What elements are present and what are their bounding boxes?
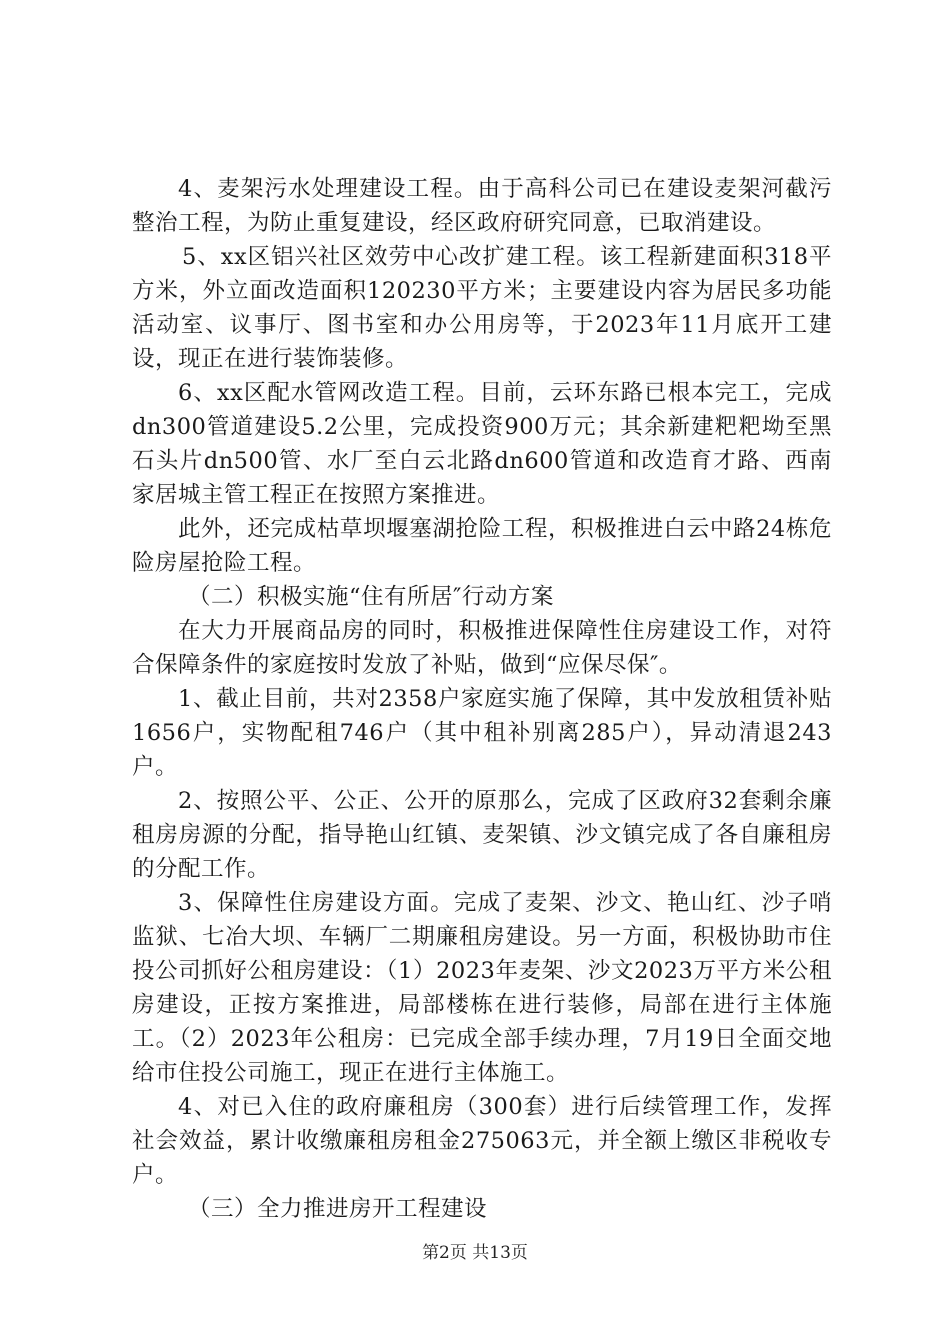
paragraph-housing-allocation: 2、按照公平、公正、公开的原那么，完成了区政府32套剩余廉租房房源的分配，指导艳山红镇、麦架镇、沙文镇完成了各自廉租房的分配工作。 [132,788,832,882]
section-heading-housing-plan: （二）积极实施“住有所居″行动方案 [188,584,554,610]
paragraph-household-support: 1、截止目前，共对2358户家庭实施了保障，其中发放租赁补贴1656户，实物配租746户（其中租补别离285户），异动清退243户。 [132,686,832,780]
document-body [132,172,832,1226]
paragraph-rental-management: 4、对已入住的政府廉租房（300套）进行后续管理工作，发挥社会效益，累计收缴廉租房租金275063元，并全额上缴区非税收专户。 [132,1094,832,1188]
paragraph-housing-intro: 在大力开展商品房的同时，积极推进保障性住房建设工作，对符合保障条件的家庭按时发放了补贴，做到“应保尽保″。 [132,618,832,678]
paragraph-water-network-project: 6、xx区配水管网改造工程。目前，云环东路已根本完工，完成dn300管道建设5.2公里，完成投资900万元；其余新建粑粑坳至黑石头片dn500管、水厂至白云北路dn600管道和改造育才路、西南家居城主管工程正在按照方案推进。 [132,380,832,508]
page-number-label: 第2页 共13页 [422,1243,528,1263]
section-heading-real-estate: （三）全力推进房开工程建设 [188,1196,488,1222]
paragraph-community-center-project: 5、xx区铝兴社区效劳中心改扩建工程。该工程新建面积318平方米，外立面改造面积120230平方米；主要建设内容为居民多功能活动室、议事厅、图书室和办公用房等，于2023年11月底开工建设，现正在进行装饰装修。 [132,244,832,372]
page-footer [0,1238,950,1263]
paragraph-affordable-housing-construction: 3、保障性住房建设方面。完成了麦架、沙文、艳山红、沙子哨监狱、七冶大坝、车辆厂二期廉租房建设。另一方面，积极协助市住投公司抓好公租房建设：（1）2023年麦架、沙文2023万平方米公租房建设，正按方案推进，局部楼栋在进行装修，局部在进行主体施工。（2）2023年公租房：已完成全部手续办理，7月19日全面交地给市住投公司施工，现正在进行主体施工。 [132,890,832,1086]
paragraph-sewage-project: 4、麦架污水处理建设工程。由于高科公司已在建设麦架河截污整治工程，为防止重复建设，经区政府研究同意，已取消建设。 [132,176,832,236]
paragraph-emergency-works: 此外，还完成枯草坝堰塞湖抢险工程，积极推进白云中路24栋危险房屋抢险工程。 [132,516,832,576]
